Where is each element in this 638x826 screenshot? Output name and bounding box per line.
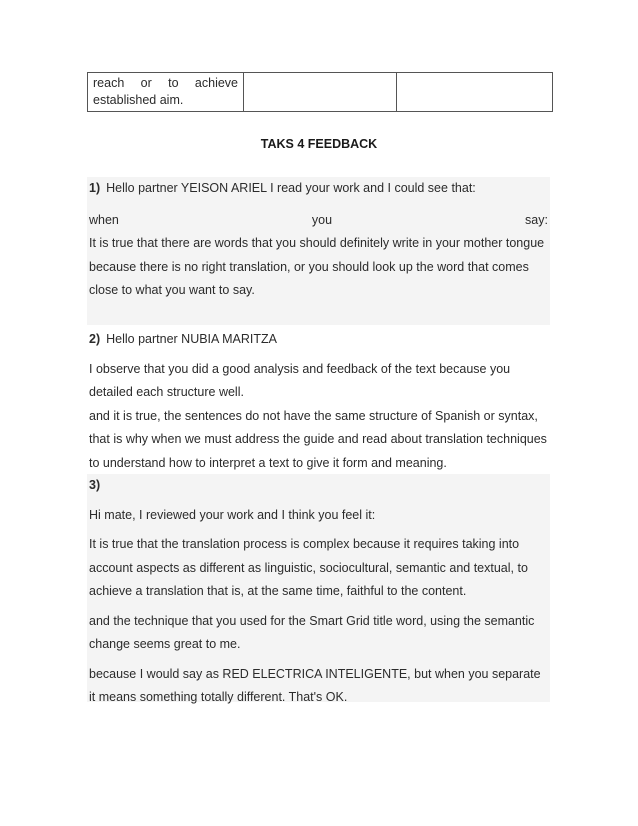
spread-word: you xyxy=(311,212,333,227)
feedback-3-line: because I would say as RED ELECTRICA INTELIGENTE, but when you separate xyxy=(89,666,541,681)
feedback-2-line: that is why when we must address the guide and read about translation techniques xyxy=(89,432,547,446)
feedback-number: 3) xyxy=(89,478,101,492)
feedback-3-greeting: Hi mate, I reviewed your work and I think you feel it: xyxy=(89,507,376,522)
feedback-1 xyxy=(87,177,550,325)
cell-text-line: established aim. xyxy=(93,93,184,107)
feedback-number: 2) xyxy=(89,332,101,346)
feedback-2-line: I observe that you did a good analysis and feedback of the text because you xyxy=(89,361,511,376)
feedback-2-line: to understand how to interpret a text to give it form and meaning. xyxy=(89,455,447,470)
feedback-3-line: it means something totally different. That's OK. xyxy=(89,690,348,704)
criteria-table-fragment xyxy=(87,72,553,112)
cell-text-line: reach or to achieve xyxy=(93,76,238,90)
feedback-intro-text: Hello partner NUBIA MARITZA xyxy=(106,332,278,346)
feedback-2-line: and it is true, the sentences do not have the same structure of Spanish or syntax, xyxy=(89,408,538,423)
table-row xyxy=(88,73,553,112)
feedback-1-intro xyxy=(89,177,548,201)
feedback-1-line: because there is no right translation, or you should look up the word that comes xyxy=(89,259,529,274)
feedback-3-line: account aspects as different as linguistic, sociocultural, semantic and textual, to xyxy=(89,560,528,575)
section-heading: TAKS 4 FEEDBACK xyxy=(260,137,378,151)
feedback-2 xyxy=(87,328,550,470)
table-cell-empty xyxy=(397,73,553,112)
feedback-3-number xyxy=(89,474,548,498)
table-cell-empty xyxy=(244,73,397,112)
feedback-3-line: achieve a translation that is, at the same time, faithful to the content. xyxy=(89,584,467,598)
feedback-number: 1) xyxy=(89,181,101,195)
feedback-intro-text: Hello partner YEISON ARIEL I read your work and I could see that: xyxy=(106,181,476,195)
spread-word: when xyxy=(89,212,119,227)
table-cell xyxy=(88,73,244,112)
feedback-2-intro xyxy=(89,328,548,352)
feedback-1-line: It is true that there are words that you should definitely write in your mother tongue xyxy=(89,236,545,250)
feedback-1-spread-line xyxy=(89,209,548,233)
feedback-1-line: close to what you want to say. xyxy=(89,283,255,297)
feedback-3 xyxy=(87,474,550,702)
feedback-3-line: change seems great to me. xyxy=(89,637,241,651)
feedback-2-line: detailed each structure well. xyxy=(89,385,244,399)
spread-word: say: xyxy=(525,212,548,227)
feedback-3-line: and the technique that you used for the Smart Grid title word, using the semantic xyxy=(89,613,535,628)
feedback-3-line: It is true that the translation process is complex because it requires taking into xyxy=(89,537,520,551)
